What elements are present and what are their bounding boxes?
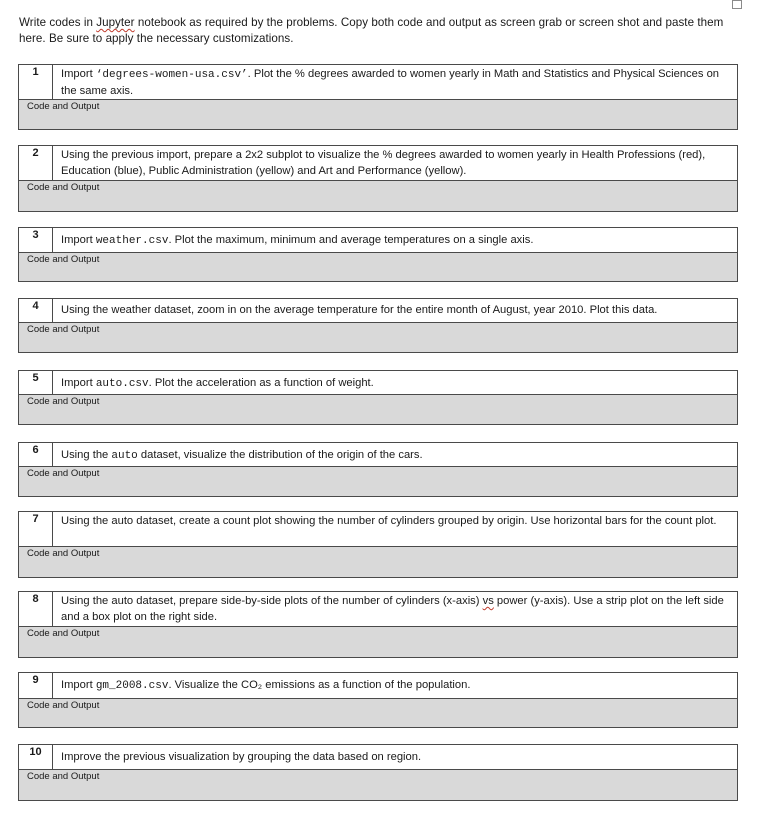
code-and-output-area[interactable]: Code and Output: [19, 699, 737, 727]
problem-7: [18, 511, 738, 578]
dataset-name: auto: [111, 450, 138, 462]
code-and-output-area[interactable]: Code and Output: [19, 547, 737, 577]
problem-text: Using the auto dataset, create a count plot showing the number of cylinders grouped by origin. Use horizontal bars for the count plot.: [61, 515, 717, 527]
problem-text: Import auto.csv. Plot the acceleration as a function of weight.: [61, 377, 374, 390]
intro-jupyter: Jupyter: [96, 16, 135, 29]
problem-3: [18, 227, 738, 282]
code-and-output-area[interactable]: Code and Output: [19, 100, 737, 129]
problem-number: 2: [19, 146, 53, 180]
code-and-output-area[interactable]: Code and Output: [19, 467, 737, 496]
problem-number: 6: [19, 443, 53, 466]
problem-number: 7: [19, 512, 53, 546]
code-and-output-area[interactable]: Code and Output: [19, 253, 737, 281]
problem-9: [18, 672, 738, 728]
code-and-output-area[interactable]: Code and Output: [19, 627, 737, 657]
problem-text: Import weather.csv. Plot the maximum, minimum and average temperatures on a single axis.: [61, 234, 534, 247]
problem-text: Using the weather dataset, zoom in on the average temperature for the entire month of August, year 2010. Plot this data.: [61, 304, 658, 316]
problem-number: 9: [19, 673, 53, 698]
problem-text: Using the auto dataset, visualize the distribution of the origin of the cars.: [61, 449, 423, 462]
file-name: ‘degrees-women-usa.csv’: [95, 69, 248, 81]
instructions-paragraph: [19, 15, 739, 47]
problem-4: [18, 298, 738, 353]
vs-word: vs: [482, 595, 494, 607]
checkbox-marker: [732, 0, 742, 9]
problem-5: [18, 370, 738, 425]
problem-10: [18, 744, 738, 801]
problem-text: Using the auto dataset, prepare side-by-side plots of the number of cylinders (x-axis) vs power (y-axis). Use a strip plot on the left side and a box plot on the right side.: [61, 595, 724, 623]
intro-text-1: Write codes in: [19, 16, 97, 29]
problem-number: 1: [19, 65, 53, 99]
problem-text: Import ‘degrees-women-usa.csv’. Plot the % degrees awarded to women yearly in Math and Statistics and Physical Sciences on the same axis.: [61, 68, 720, 97]
code-and-output-area[interactable]: Code and Output: [19, 323, 737, 352]
code-and-output-area[interactable]: Code and Output: [19, 770, 737, 800]
problem-text: Using the previous import, prepare a 2x2 subplot to visualize the % degrees awarded to women yearly in Health Professions (red), Education (blue), Public Administration (yellow) and Art and Performance (yellow).: [61, 149, 706, 177]
intro-text-2: notebook as required by the problems. Copy both code and output as screen grab or screen shot and paste them here. Be sure to apply the necessary customizations.: [19, 16, 724, 45]
problem-number: 5: [19, 371, 53, 394]
problem-text: Improve the previous visualization by grouping the data based on region.: [61, 751, 422, 763]
file-name: gm_2008.csv: [95, 680, 169, 692]
problem-8: [18, 591, 738, 658]
problem-number: 8: [19, 592, 53, 626]
code-and-output-area[interactable]: Code and Output: [19, 395, 737, 424]
file-name: weather.csv: [95, 235, 169, 247]
problem-1: [18, 64, 738, 130]
problem-6: [18, 442, 738, 497]
problem-number: 3: [19, 228, 53, 252]
problem-number: 4: [19, 299, 53, 322]
file-name: auto.csv: [95, 378, 149, 390]
code-and-output-area[interactable]: Code and Output: [19, 181, 737, 211]
problem-2: [18, 145, 738, 212]
problem-text: Import gm_2008.csv. Visualize the CO₂ emissions as a function of the population.: [61, 679, 471, 692]
problem-number: 10: [19, 745, 53, 769]
